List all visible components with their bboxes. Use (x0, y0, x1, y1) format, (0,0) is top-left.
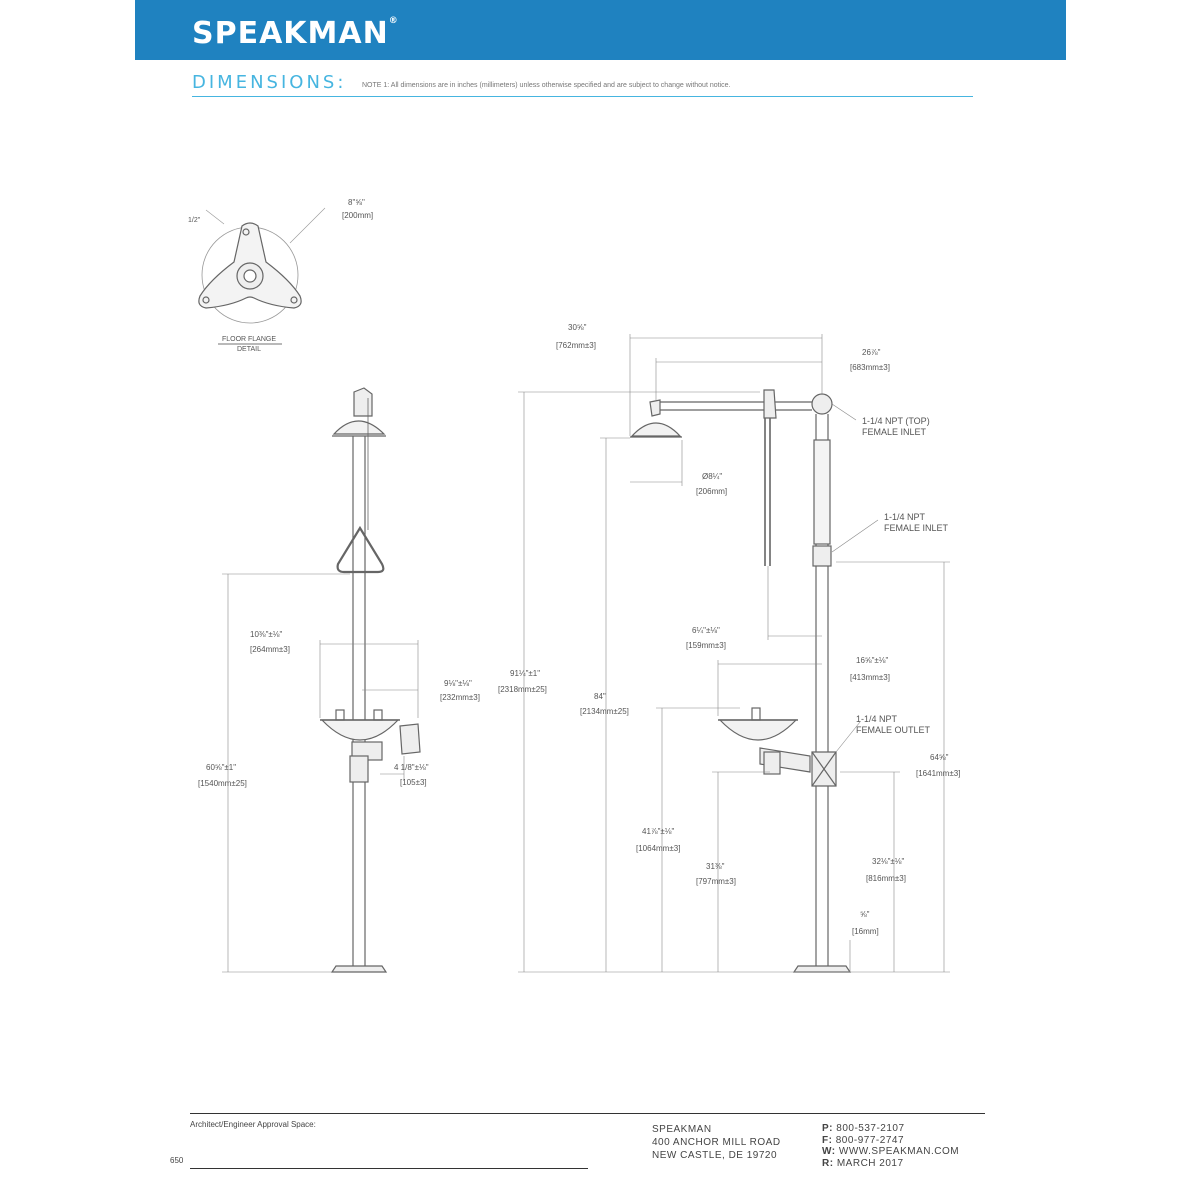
dim-bowl-reach: 16⅝"±⅛" (856, 656, 889, 665)
company-contact (822, 1123, 959, 1169)
section-note: NOTE 1: All dimensions are in inches (millimeters) unless otherwise specified and are subject to change without notice. (362, 82, 731, 89)
contact-website[interactable]: W: WWW.SPEAKMAN.COM (822, 1146, 960, 1157)
callout-top-inlet: 1-1/4 NPT (TOP) (862, 416, 930, 426)
flange-dim-side: 1/2" (188, 217, 201, 224)
callout-outlet: 1-1/4 NPT (856, 714, 898, 724)
callout-side-inlet: 1-1/4 NPT (884, 512, 926, 522)
dim-arm-reach: 26⅞" (862, 348, 881, 357)
dim-arm-reach-mm: [683mm±3] (850, 363, 890, 372)
dim-inlet-height: 32⅛"±⅛" (872, 857, 905, 866)
side-view-drawing (630, 390, 850, 972)
flange-dim-diameter: 8"⅝" (348, 198, 365, 207)
flange-label-detail: DETAIL (237, 346, 261, 353)
callout-side-inlet-type: FEMALE INLET (884, 523, 949, 533)
dim-bowl-offset: 4 1/8"±⅛" (394, 763, 429, 772)
approval-label: Architect/Engineer Approval Space: (190, 1120, 316, 1129)
document-code: 650 (170, 1156, 184, 1165)
dim-basin-depth-mm: [232mm±3] (440, 693, 480, 702)
dim-head-diameter-mm: [206mm] (696, 487, 728, 496)
dim-head-diameter: Ø8¼" (702, 472, 723, 481)
dim-bowl-height: 41⅞"±⅛" (642, 827, 675, 836)
dim-overall-reach: 30⅝" (568, 323, 587, 332)
dim-pull-rod-offset-mm: [159mm±3] (686, 641, 726, 650)
callout-top-inlet-type: FEMALE INLET (862, 427, 927, 437)
dim-bowl-offset-mm: [105±3] (400, 778, 427, 787)
dim-side-inlet-height-mm: [1641mm±3] (916, 769, 961, 778)
dim-basin-width-mm: [264mm±3] (250, 645, 290, 654)
contact-phone: P: 800-537-2107 (822, 1123, 905, 1134)
dim-flange-height: ⅝" (860, 910, 870, 919)
dim-overall-height: 91¼"±1" (510, 669, 541, 678)
footer-divider (190, 1113, 985, 1114)
flange-dim-diameter-mm: [200mm] (342, 211, 374, 220)
dim-bowl-height-mm: [1064mm±3] (636, 844, 681, 853)
dim-overall-height-mm: [2318mm±25] (498, 685, 547, 694)
address-line-street: 400 ANCHOR MILL ROAD (652, 1137, 781, 1148)
address-line-city: NEW CASTLE, DE 19720 (652, 1150, 778, 1161)
section-title: DIMENSIONS: (192, 72, 347, 93)
dim-overall-reach-mm: [762mm±3] (556, 341, 596, 350)
dim-pull-rod-offset: 6¼"±⅛" (692, 626, 720, 635)
signature-line (190, 1168, 588, 1169)
contact-fax: F: 800-977-2747 (822, 1134, 905, 1146)
dim-basin-depth: 9⅛"±⅛" (444, 679, 472, 688)
company-address (652, 1123, 781, 1162)
floor-flange-drawing (199, 208, 325, 323)
callout-outlet-type: FEMALE OUTLET (856, 725, 931, 735)
dim-head-height: 84" (594, 692, 606, 701)
address-line-company: SPEAKMAN (652, 1124, 712, 1135)
brand-logo: SPEAKMAN® (192, 16, 399, 51)
dim-side-inlet-height: 64⅝" (930, 753, 949, 762)
flange-label: FLOOR FLANGE (221, 336, 277, 343)
contact-revision: R: MARCH 2017 (822, 1157, 904, 1169)
dim-basin-height-mm: [1540mm±25] (198, 779, 247, 788)
dim-bowl-reach-mm: [413mm±3] (850, 673, 890, 682)
dim-outlet-height: 31⅜" (706, 862, 725, 871)
dim-basin-width: 10⅜"±⅛" (250, 630, 283, 639)
dim-flange-height-mm: [16mm] (852, 927, 879, 936)
front-view-drawing (320, 388, 420, 972)
dim-basin-height: 60⅝"±1" (206, 763, 237, 772)
dim-inlet-height-mm: [816mm±3] (866, 874, 906, 883)
dim-outlet-height-mm: [797mm±3] (696, 877, 736, 886)
dim-head-height-mm: [2134mm±25] (580, 707, 629, 716)
